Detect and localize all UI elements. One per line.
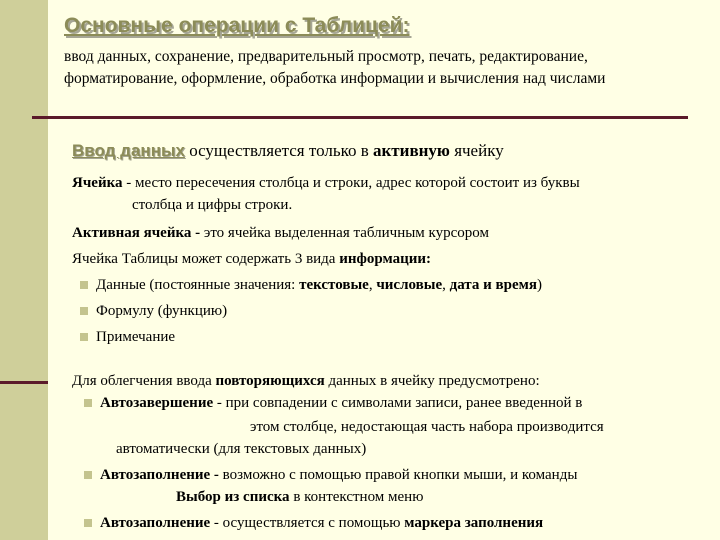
input-text-1: осуществляется только в	[184, 141, 374, 160]
feature-term: Автозавершение	[100, 395, 214, 411]
info-types-list	[72, 274, 702, 348]
active-term: Активная ячейка -	[72, 225, 201, 241]
list-item	[72, 274, 702, 296]
type-date-bold: дата и время	[449, 277, 537, 293]
type-prefix: Данные (постоянные значения:	[96, 277, 300, 293]
slide-subtitle: ввод данных, сохранение, предварительный просмотр, печать, редактирование, форматирование, оформление, обработка информации и вычисления над числами	[64, 48, 606, 87]
cell-term: Ячейка	[72, 175, 123, 191]
cell-text-b: столбца и цифры строки.	[132, 197, 293, 213]
section-input-heading	[72, 140, 702, 162]
repeat-text-2: данных в ячейку предусмотрено:	[324, 373, 540, 389]
feature-bold: маркера заполнения	[404, 515, 544, 531]
bullet-square-icon	[84, 519, 92, 527]
feature-term: Автозаполнение -	[100, 467, 223, 483]
type-note: Примечание	[96, 329, 176, 345]
feature-line: этом столбце, недостающая часть набора производится	[250, 419, 604, 435]
list-item	[72, 392, 702, 460]
bullet-square-icon	[80, 333, 88, 341]
list-item	[72, 326, 702, 348]
contains-text: Ячейка Таблицы может содержать 3 вида	[72, 251, 340, 267]
title-divider	[32, 116, 688, 119]
active-cell-definition	[72, 222, 702, 244]
repeat-bold: повторяющихся	[215, 373, 325, 389]
left-decor-tick	[0, 381, 48, 384]
list-item	[72, 512, 702, 534]
section-repeat-intro	[72, 370, 702, 392]
type-sep: ,	[442, 277, 450, 293]
contains-line	[72, 248, 702, 270]
bullet-square-icon	[84, 471, 92, 479]
cell-text-a: - место пересечения столбца и строки, адрес которой состоит из буквы	[122, 175, 580, 191]
feature-line: - при совпадении с символами записи, ранее введенной в	[213, 395, 583, 411]
bullet-square-icon	[80, 281, 88, 289]
type-text-bold: текстовые	[299, 277, 369, 293]
feature-line: автоматически (для текстовых данных)	[116, 441, 367, 457]
repeat-text: Для облегчения ввода	[72, 373, 216, 389]
type-suffix: )	[536, 277, 542, 293]
feature-term: Автозаполнение	[100, 515, 211, 531]
bullet-square-icon	[80, 307, 88, 315]
input-term: Ввод данных	[72, 141, 185, 160]
feature-bold: Выбор из списка	[176, 489, 290, 505]
input-bold: активную	[373, 141, 450, 160]
list-item	[72, 300, 702, 322]
type-formula: Формулу (функцию)	[96, 303, 228, 319]
type-number-bold: числовые	[376, 277, 443, 293]
type-sep: ,	[368, 277, 377, 293]
list-item	[72, 464, 702, 508]
cell-definition	[72, 172, 702, 216]
active-text: это ячейка выделенная табличным курсором	[200, 225, 489, 241]
slide-title: Основные операции с Таблицей:	[64, 14, 410, 37]
bullet-square-icon	[84, 399, 92, 407]
feature-line: возможно с помощью правой кнопки мыши, и команды	[222, 467, 578, 483]
input-text-2: ячейку	[449, 141, 504, 160]
features-list	[72, 392, 702, 534]
contains-bold: информации:	[339, 251, 432, 267]
left-decor-bar	[0, 0, 48, 540]
feature-line: в контекстном меню	[289, 489, 424, 505]
slide-content	[72, 140, 702, 534]
feature-line: - осуществляется с помощью	[210, 515, 405, 531]
